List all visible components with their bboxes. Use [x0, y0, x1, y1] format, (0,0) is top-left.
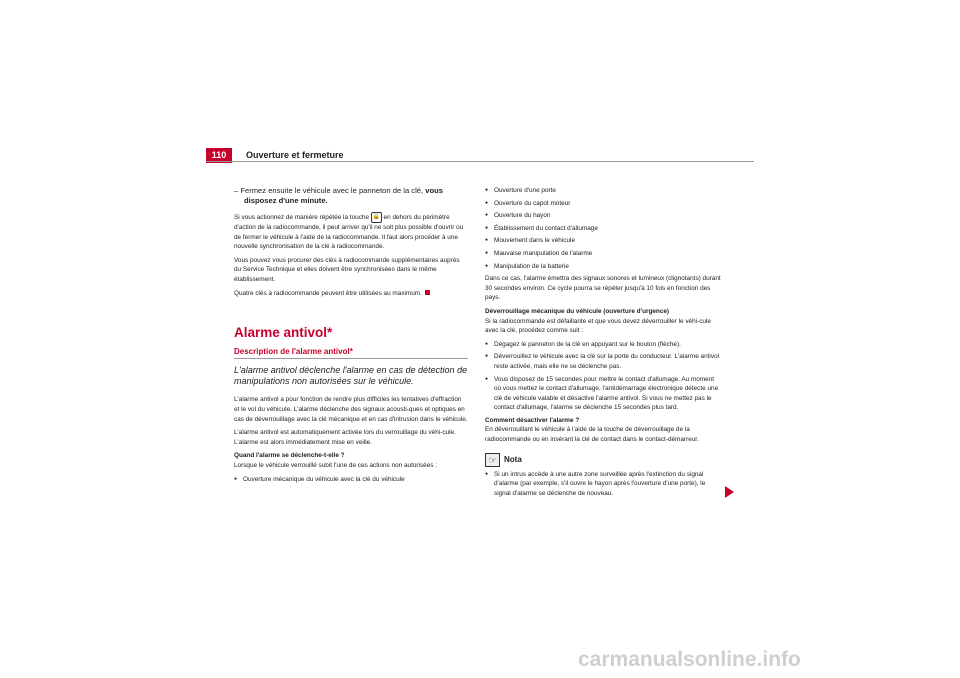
paragraph-alarm-function: L'alarme antivol a pour fonction de rendre plus difficiles les tentatives d'effraction et le vol du véhicule. L'alarme déclenche des signaux acousti-ques et optiques en cas de déverrouillage avec la clé mécanique et en cas d'intrusion dans le véhicule. — [234, 396, 468, 423]
lead-text: L'alarme antivol déclenche l'alarme en cas de détection de manipulations non autorisées sur le véhicule. — [234, 365, 468, 387]
list-item: ● Ouverture d'une porte — [485, 186, 721, 196]
dash-text: Fermez ensuite le véhicule avec le panneton de la clé, — [240, 186, 426, 195]
watermark: carmanualsonline.info — [578, 648, 801, 671]
paragraph-max-keys — [234, 289, 468, 299]
list-item: ● Dégagez le panneton de la clé en appuyant sur le bouton (flèche). — [485, 340, 721, 350]
para1-end: en dehors du périmètre d'action de la radiocommande, il peut arriver qu'il ne soit plus possible d'ouvrir ou de fermer le véhicule à l'aide de la radiocommande. Il faut alors procéder à une nouvelle synchronisation de la clé à radiocommande. — [234, 214, 464, 251]
list-item: ● Ouverture du capot moteur — [485, 199, 721, 209]
para3-text: Quatre clés à radiocommande peuvent être utilisées au maximum. — [234, 289, 422, 297]
unlock-key-icon: 🔓 — [371, 212, 382, 223]
page-number: 110 — [206, 148, 232, 163]
subsection-title: Description de l'alarme antivol* — [234, 347, 468, 360]
paragraph-alarm-activation: L'alarme antivol est automatiquement activée lors du verrouillage du véhi-cule. L'alarme est alors immédiatement mise en veille. — [234, 429, 456, 446]
list-item: ● Vous disposez de 15 secondes pour mettre le contact d'allumage. Au moment où vous mettez le contact d'allumage, l'antidémarrage électronique détecte une clé de véhicule valable et désactive l'alarme antivol. Si vous ne mettez pas le contact d'allumage, l'alarme se déclenche 15 secondes plus tard. — [485, 375, 721, 413]
list-item: ● Mauvaise manipulation de l'alarme — [485, 249, 721, 259]
continue-arrow-icon — [725, 486, 734, 498]
left-column — [234, 186, 468, 487]
nota-title: Nota — [504, 454, 522, 464]
list-item: ● Déverrouillez le véhicule avec la clé sur la porte du conducteur. L'alarme antivol reste activée, mais elle ne se déclenche pas. — [485, 352, 721, 371]
paragraph-emergency-intro: Si la radiocommande est défaillante et que vous devez déverrouiller le véhi-cule avec la clé, procédez comme suit : — [485, 317, 711, 335]
subheading-trigger: Quand l'alarme se déclenche-t-elle ? — [234, 452, 345, 460]
right-column — [485, 186, 721, 501]
subheading-deactivate: Comment désactiver l'alarme ? — [485, 416, 580, 424]
paragraph-remote-sync — [234, 212, 468, 252]
section-end-icon — [425, 290, 430, 295]
list-item: ● Manipulation de la batterie — [485, 262, 721, 272]
para1-start: Si vous actionnez de manière répétée la touche — [234, 214, 371, 222]
list-item: ● Ouverture mécanique du véhicule avec la clé du véhicule — [234, 475, 468, 485]
nota-heading — [485, 453, 721, 467]
section-title: Alarme antivol* — [234, 325, 333, 341]
list-item: ● Établissement du contact d'allumage — [485, 224, 721, 234]
subheading-emergency-unlock: Déverrouillage mécanique du véhicule (ouverture d'urgence) — [485, 307, 670, 315]
chapter-header: Ouverture et fermeture — [246, 150, 344, 160]
list-item: ● Mouvement dans le véhicule — [485, 236, 721, 246]
paragraph-deactivate: En déverrouillant le véhicule à l'aide de la touche de déverrouillage de la radiocommande ou en insérant la clé de contact dans le contact-démarreur. — [485, 426, 699, 444]
header-rule — [206, 161, 754, 162]
paragraph-trigger-intro: Lorsque le véhicule verrouillé subit l'une de ces actions non autorisées : — [234, 461, 437, 469]
paragraph-alarm-signals: Dans ce cas, l'alarme émettra des signaux sonores et lumineux (clignotants) durant 30 secondes environ. Ce cycle pourra se répéter jusqu'à 10 fois en fonction des pays. — [485, 275, 721, 302]
list-item: ● Si un intrus accède à une autre zone surveillée après l'extinction du signal d'alarme (par exemple, s'il ouvre le hayon après l'ouverture d'une porte), le signal d'alarme se déclenche de nouveau. — [485, 470, 721, 499]
note-hand-icon: ☞ — [485, 453, 500, 467]
paragraph-extra-keys: Vous pouvez vous procurer des clés à radiocommande supplémentaires auprès du Service Technique et elles doivent être synchronisées dans le même établissement. — [234, 256, 460, 283]
dash-bold-text: vous disposez d'une minute. — [244, 186, 443, 205]
dash-instruction: – Fermez ensuite le véhicule avec le panneton de la clé, vous disposez d'une minute. — [234, 186, 443, 205]
list-item: ● Ouverture du hayon — [485, 211, 721, 221]
